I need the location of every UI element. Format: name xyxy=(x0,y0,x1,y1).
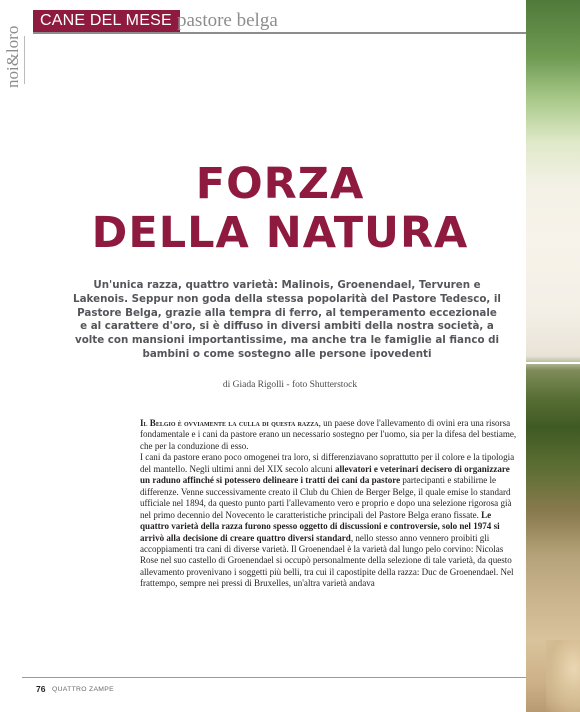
body-paragraph-1 xyxy=(140,418,522,452)
body-text-run: , nello stesso anno vennero proibiti gli accoppiamenti tra cani di diverse varietà. Il Groenendael è la varietà dal lungo pelo corvino: Nicolas Rose nel suo castello di Groenendael si occupò personalmente della selezione di tale varietà, da questo allevamento provenivano i soggetti più belli, tra cui il capostipite della razza: Duc de Groenendael. Nel frattempo, sempre nei pressi di Bruxelles, un'altra varietà andava xyxy=(140,532,514,589)
article-body xyxy=(140,418,522,590)
article-title xyxy=(30,160,530,258)
body-bold-run: Le quattro varietà della razza furono spesso oggetto di discussioni e controversie, solo nel 1974 si arrivò alla decisione di creare quattro diversi standard xyxy=(140,509,500,543)
magazine-name: QUATTRO ZAMPE xyxy=(52,686,114,693)
section-subtitle: pastore belga xyxy=(177,10,278,31)
title-line-2: DELLA NATURA xyxy=(91,208,469,258)
title-line-1: FORZA xyxy=(195,159,365,209)
section-tag: CANE DEL MESE xyxy=(33,10,180,32)
body-bold-run: allevatori e veterinari decisero di organizzare un raduno affinché si potessero delineare i tratti dei cani da pastore xyxy=(140,463,510,486)
body-text-run: I cani da pastore erano poco omogenei tra loro, si differenziavano soprattutto per il colore e la tipologia del mantello. Negli ultimi anni del XIX secolo alcuni xyxy=(140,452,515,474)
footer-rule xyxy=(22,677,526,678)
drop-in-smallcaps: Il Belgio è ovviamente la culla di questa razza xyxy=(140,418,319,428)
page-number: 76 xyxy=(36,684,46,694)
side-label: noi&loro xyxy=(3,25,22,88)
body-text-run: , un paese dove l'allevamento di ovini era una risorsa fondamentale e i cani da pastore erano un necessario sostegno per l'uomo, sia per la difesa del bestiame, che per la conduzione di esso. xyxy=(140,418,517,451)
body-paragraph-2 xyxy=(140,452,522,589)
dog-photo-strip xyxy=(526,0,580,712)
article-lead: Un'unica razza, quattro varietà: Malinois, Groenendael, Tervuren e Lakenois. Seppur non goda della stessa popolarità del Pastore Tedesco, il Pastore Belga, grazie alla tempra di ferro, al temperamento eccezionale e al carattere d'oro, si è diffuso in diversi ambiti della nostra società, a volte con mansioni importantissime, ma anche tra le famiglie al fianco di bambini o come sostegno alle persone ipovedenti xyxy=(73,279,501,360)
article-byline: di Giada Rigolli - foto Shutterstock xyxy=(222,380,358,390)
side-rule xyxy=(24,36,25,84)
body-text-run: partecipanti e stabilirne le differenze. Venne successivamente creato il Club du Chien de Berger Belge, il quale emise lo standard ufficiale nel 1894, da questo punto parti l'allevamento vero e proprio e dopo una selezione rigorosa già nel primo decennio del Novecento le caratteristiche principali del Pastore Belga erano fissate. xyxy=(140,475,512,520)
header-rule xyxy=(33,32,526,34)
